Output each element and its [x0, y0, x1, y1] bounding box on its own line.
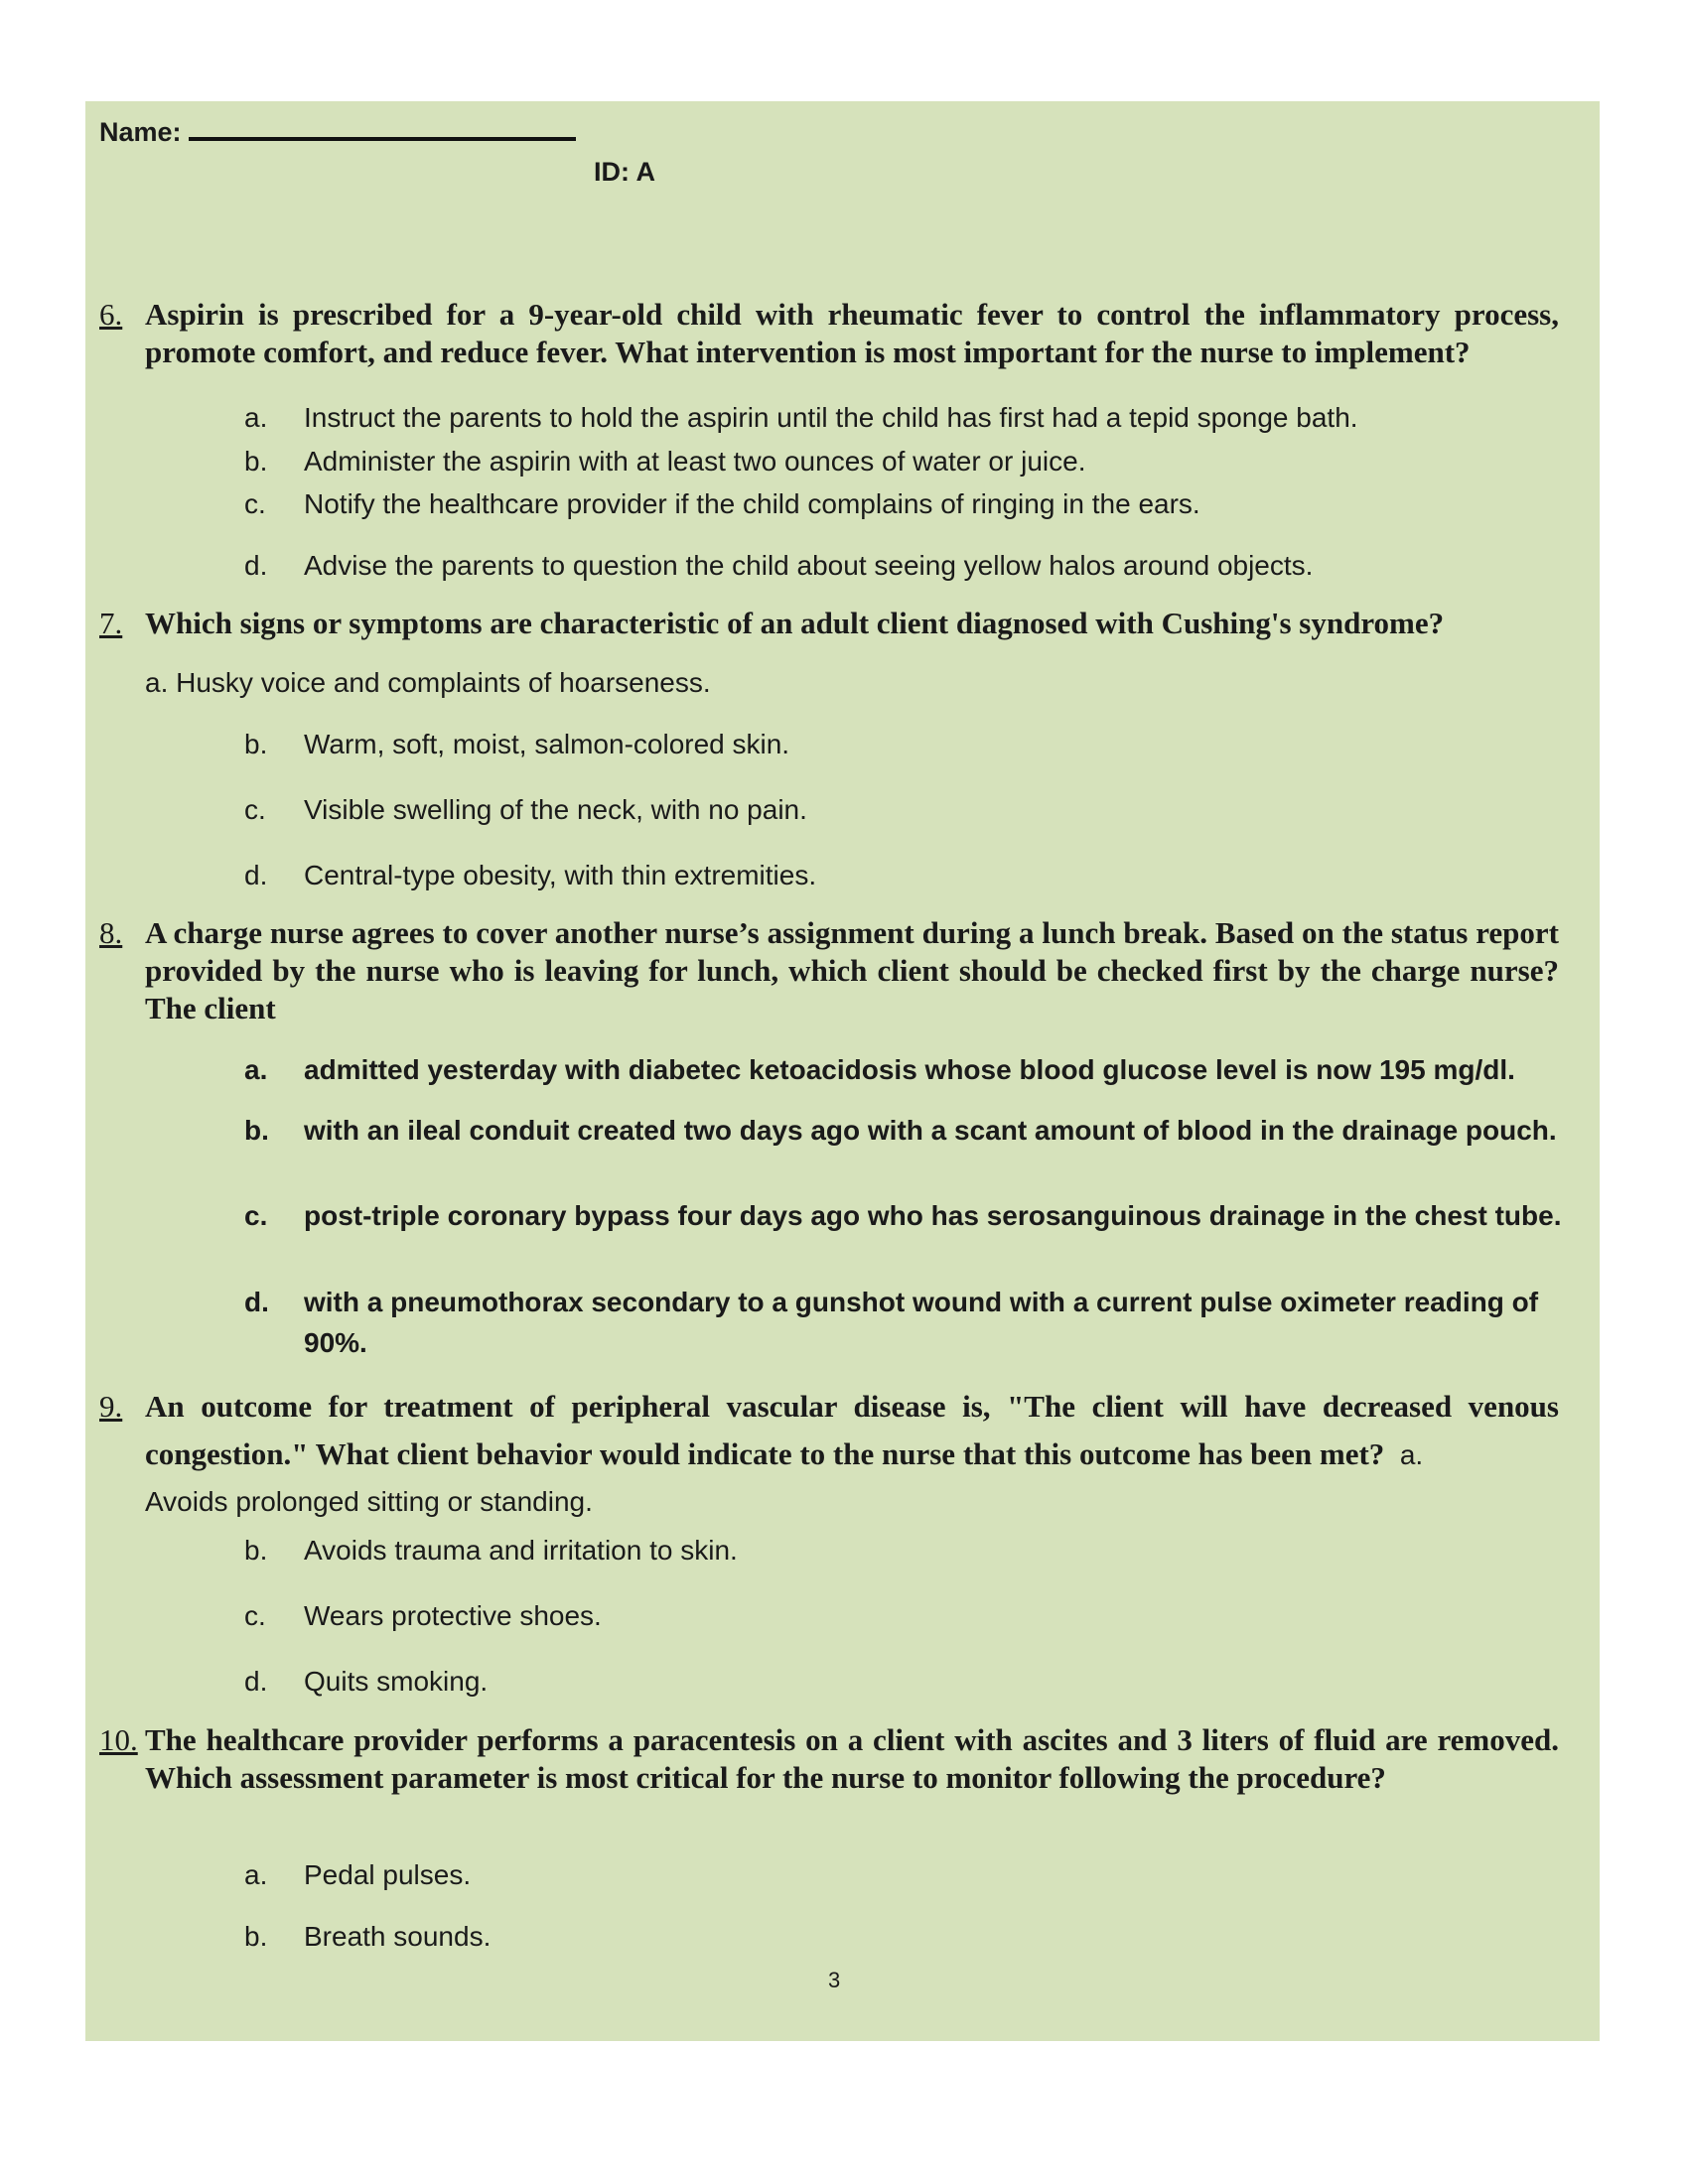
option-8c: [244, 1195, 1565, 1236]
option-text: with an ileal conduit created two days ago with a scant amount of blood in the drainage pouch.: [304, 1115, 1557, 1146]
option-letter: b.: [244, 729, 268, 759]
option-text: Husky voice and complaints of hoarseness.: [176, 667, 711, 698]
option-letter: a.: [244, 1054, 268, 1085]
question-stem: The healthcare provider performs a paracentesis on a client with ascites and 3 liters of fluid are removed. Which assessment parameter is most critical for the nurse to monitor following the procedure?: [145, 1722, 1559, 1795]
question-6: [99, 296, 1559, 371]
question-8: [99, 914, 1559, 1027]
option-text: admitted yesterday with diabetec ketoacidosis whose blood glucose level is now 195 mg/dl.: [304, 1054, 1515, 1085]
option-6a: [244, 397, 1565, 438]
id-label: ID: A: [594, 157, 655, 187]
option-text: Advise the parents to question the child about seeing yellow halos around objects.: [304, 550, 1314, 581]
option-letter: a.: [244, 402, 268, 433]
option-7d: [244, 855, 1565, 895]
option-letter: a.: [1399, 1439, 1424, 1470]
option-9a: [145, 1481, 593, 1522]
question-stem: Aspirin is prescribed for a 9-year-old child with rheumatic fever to control the inflammatory process, promote comfort, and reduce fever. What intervention is most important for the nurse to implement?: [145, 297, 1559, 369]
option-6c: [244, 483, 1565, 524]
question-9: [99, 1383, 1559, 1479]
option-text: Central-type obesity, with thin extremities.: [304, 860, 817, 890]
option-6b: [244, 441, 1565, 481]
option-9b: [244, 1530, 1565, 1570]
option-text: Wears protective shoes.: [304, 1600, 602, 1631]
option-letter: d.: [244, 860, 268, 890]
option-8a: [244, 1049, 1565, 1090]
option-7c: [244, 789, 1565, 830]
option-9d: [244, 1661, 1565, 1702]
option-text: Quits smoking.: [304, 1666, 489, 1697]
page-number: 3: [828, 1968, 841, 1992]
question-10: [99, 1721, 1559, 1797]
option-text: Warm, soft, moist, salmon-colored skin.: [304, 729, 790, 759]
question-number: 8.: [99, 915, 123, 950]
option-10b: [244, 1916, 1565, 1957]
option-text: Breath sounds.: [304, 1921, 492, 1952]
option-10a: [244, 1854, 1565, 1895]
name-blank-line: [189, 137, 576, 141]
option-9c: [244, 1595, 1565, 1636]
option-text: Avoids prolonged sitting or standing.: [145, 1486, 593, 1517]
option-6d: [244, 545, 1565, 586]
question-stem: An outcome for treatment of peripheral vascular disease is, "The client will have decreased venous congestion." What client behavior would indicate to the nurse that this outcome has been met?: [145, 1389, 1559, 1471]
question-stem: Which signs or symptoms are characteristic of an adult client diagnosed with Cushing's syndrome?: [145, 606, 1445, 640]
option-8b: [244, 1110, 1565, 1151]
option-letter: d.: [244, 1287, 269, 1317]
option-letter: b.: [244, 1921, 268, 1952]
option-letter: c.: [244, 488, 266, 519]
option-letter: a.: [145, 667, 169, 698]
option-7b: [244, 724, 1565, 764]
option-7a: [145, 662, 711, 703]
question-number: 10.: [99, 1722, 138, 1757]
option-text: Avoids trauma and irritation to skin.: [304, 1535, 738, 1566]
option-letter: b.: [244, 446, 268, 477]
option-text: Visible swelling of the neck, with no pain.: [304, 794, 807, 825]
option-letter: d.: [244, 550, 268, 581]
option-text: Administer the aspirin with at least two ounces of water or juice.: [304, 446, 1086, 477]
option-text: Pedal pulses.: [304, 1859, 472, 1890]
option-8d: [244, 1282, 1565, 1363]
question-7: [99, 605, 1559, 642]
option-text: post-triple coronary bypass four days ago who has serosanguinous drainage in the chest tube.: [304, 1200, 1562, 1231]
option-letter: a.: [244, 1859, 268, 1890]
option-letter: d.: [244, 1666, 268, 1697]
question-stem: A charge nurse agrees to cover another nurse’s assignment during a lunch break. Based on the status report provided by the nurse who is leaving for lunch, which client should be checked first by the charge nurse? The client: [145, 915, 1559, 1025]
option-letter: c.: [244, 1200, 268, 1231]
option-text: Notify the healthcare provider if the child complains of ringing in the ears.: [304, 488, 1200, 519]
option-letter: c.: [244, 794, 266, 825]
option-text: Instruct the parents to hold the aspirin until the child has first had a tepid sponge bath.: [304, 402, 1358, 433]
option-letter: b.: [244, 1535, 268, 1566]
question-number: 7.: [99, 606, 123, 640]
question-number: 9.: [99, 1389, 123, 1424]
option-letter: c.: [244, 1600, 266, 1631]
option-text: with a pneumothorax secondary to a gunshot wound with a current pulse oximeter reading of 90%.: [304, 1287, 1539, 1358]
option-letter: b.: [244, 1115, 269, 1146]
exam-page: [85, 101, 1600, 2041]
name-label: Name:: [99, 117, 182, 147]
question-number: 6.: [99, 297, 123, 332]
